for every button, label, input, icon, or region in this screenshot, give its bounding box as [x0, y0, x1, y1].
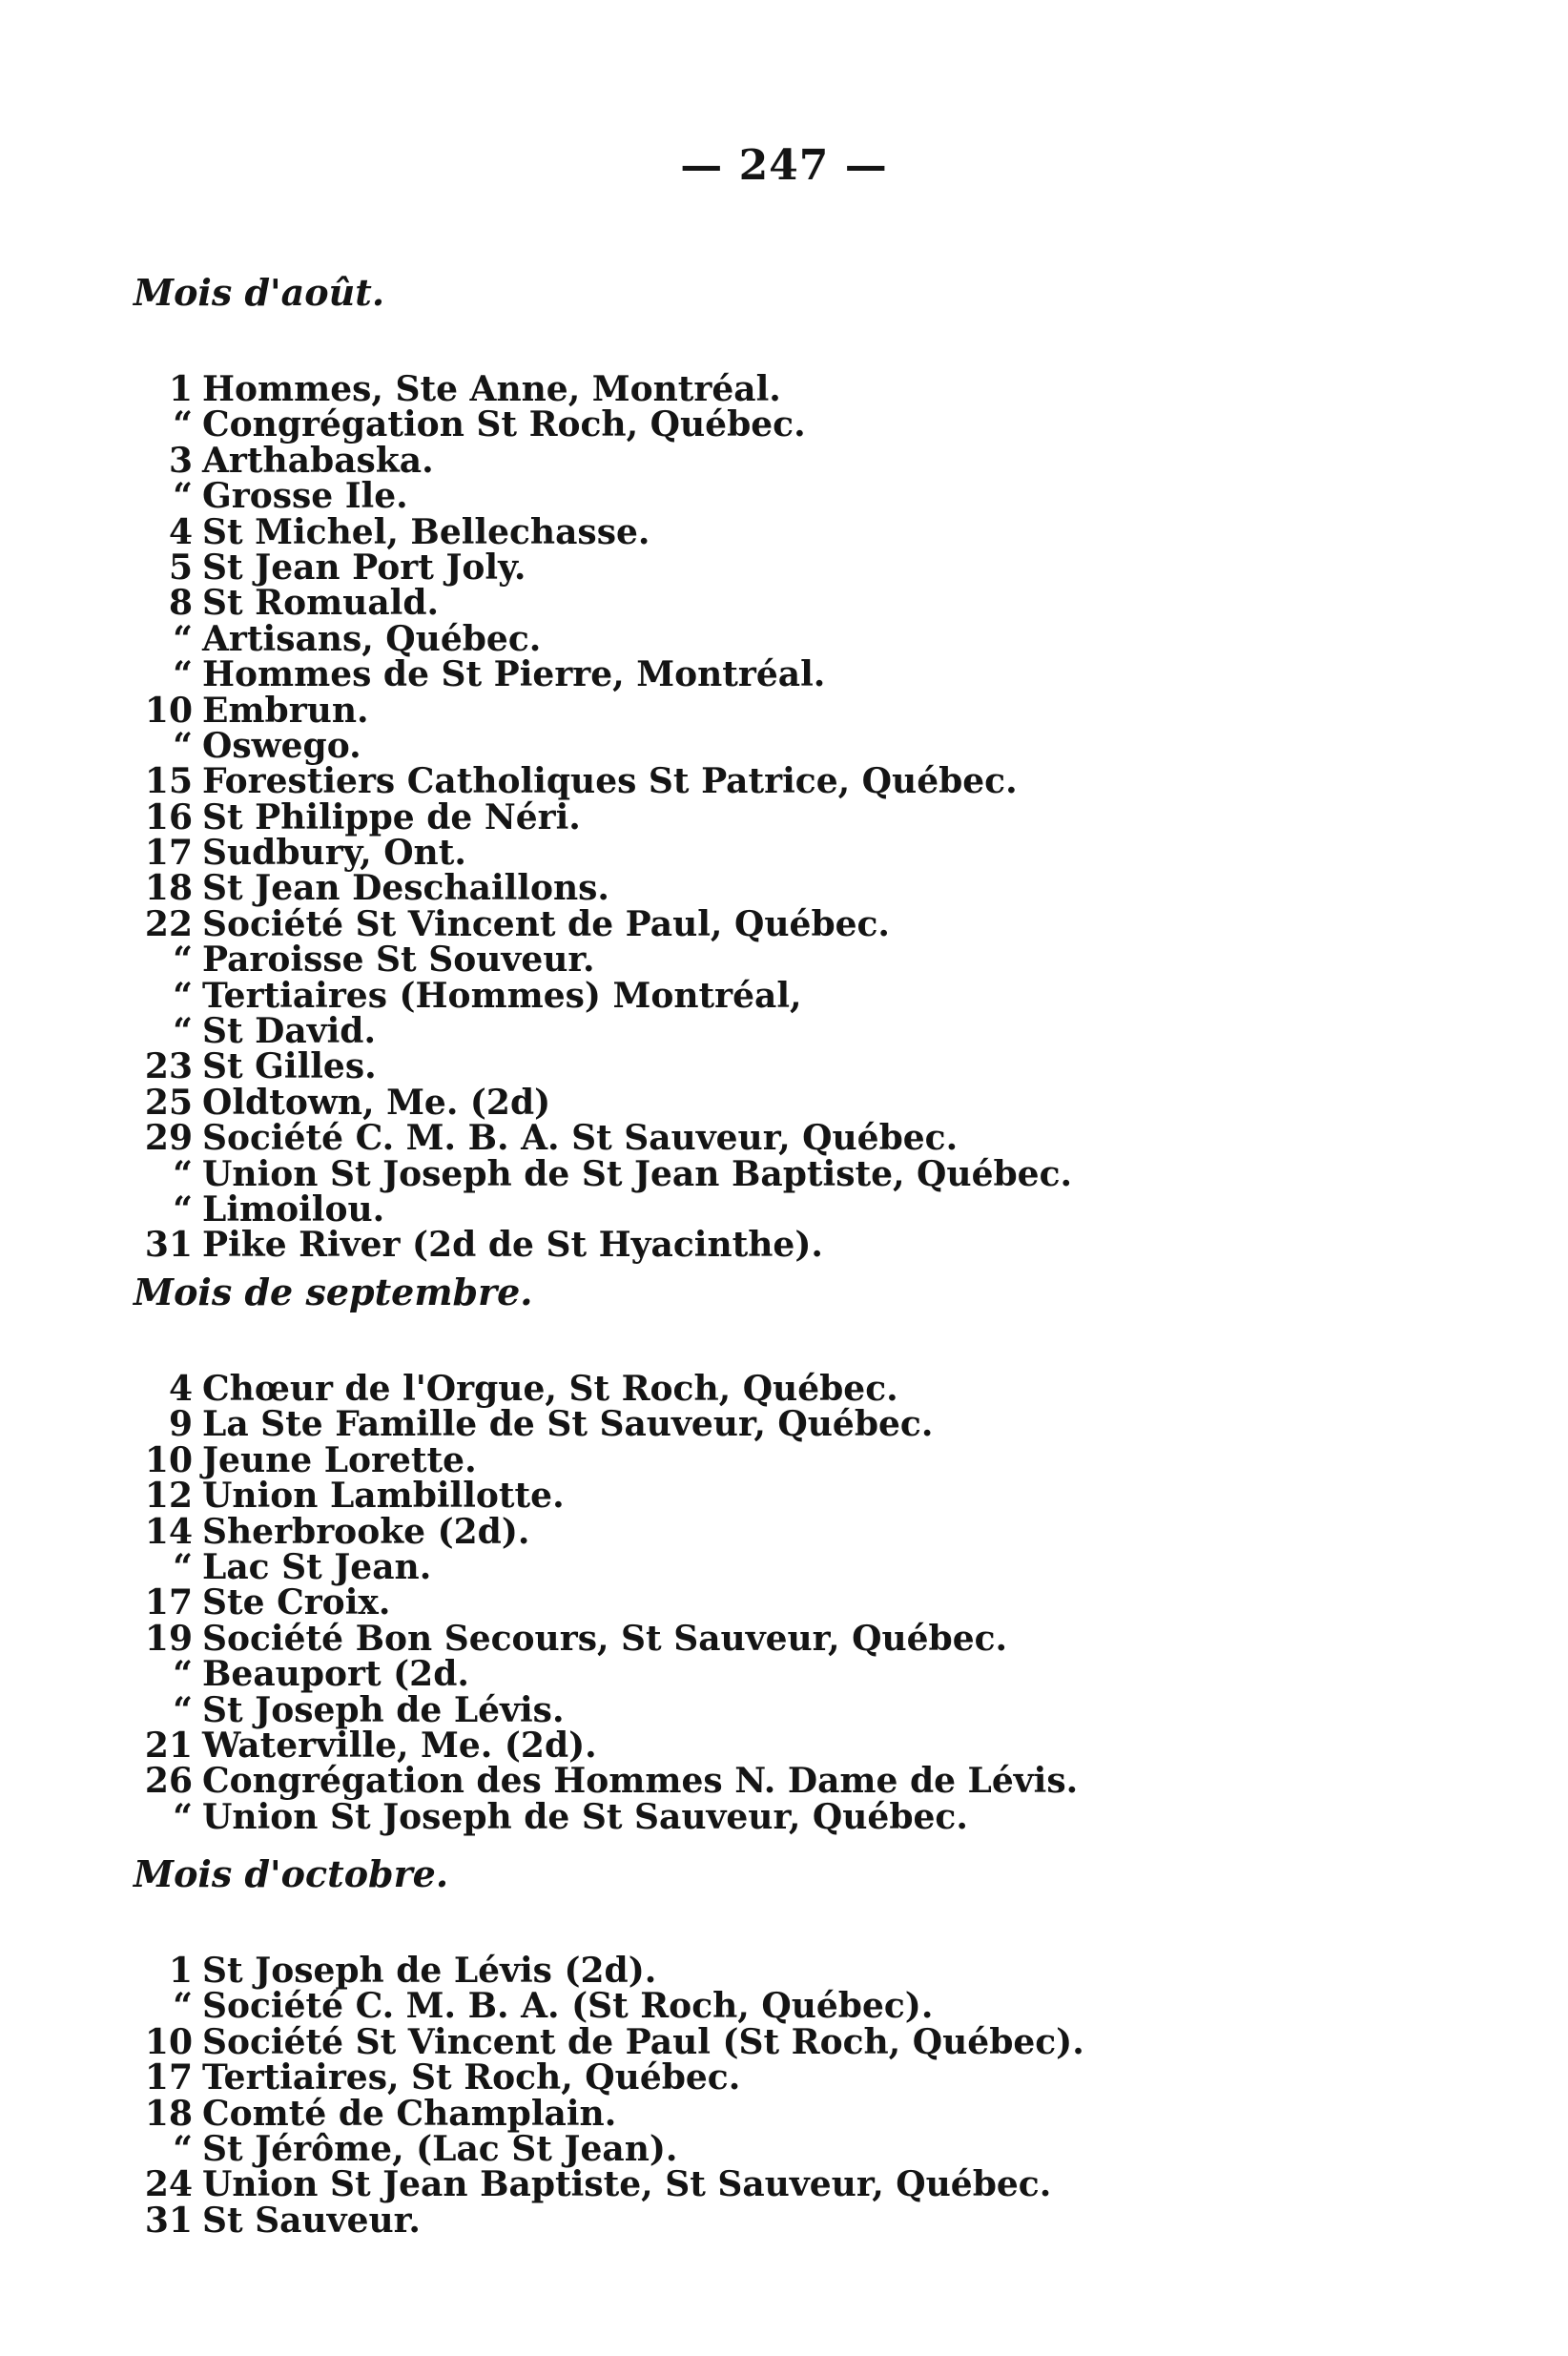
- entry-day: 22: [144, 903, 193, 944]
- list-item: [134, 1476, 1488, 1517]
- entry-text: St Gilles.: [202, 1046, 377, 1087]
- list-item: [134, 440, 1488, 481]
- list-item: [134, 1725, 1488, 1766]
- entry-day: 29: [144, 1118, 193, 1159]
- list-item: [134, 2200, 1488, 2241]
- entry-day: “: [173, 940, 193, 981]
- list-item: [134, 1654, 1488, 1695]
- list-item: [134, 2164, 1488, 2205]
- entry-day: 17: [144, 2057, 193, 2098]
- entry-text: Société C. M. B. A. (St Roch, Québec).: [202, 1986, 934, 2027]
- entry-text: Société C. M. B. A. St Sauveur, Québec.: [202, 1118, 959, 1159]
- entry-list: [134, 369, 1488, 1266]
- list-item: [134, 654, 1488, 695]
- entry-day: 15: [144, 761, 193, 802]
- entry-text: St Philippe de Néri.: [202, 796, 581, 837]
- list-item: [134, 796, 1488, 837]
- section-mois-septembre: [134, 1269, 1488, 1835]
- entry-day: 31: [144, 2200, 193, 2241]
- entry-text: Comté de Champlain.: [202, 2093, 617, 2134]
- entry-day: 12: [144, 1476, 193, 1517]
- entry-text: Jeune Lorette.: [202, 1439, 477, 1480]
- entry-day: 21: [144, 1725, 193, 1766]
- entry-day: “: [173, 725, 193, 766]
- entry-day: 1: [168, 369, 193, 409]
- entry-day: “: [173, 1654, 193, 1695]
- entry-day: “: [173, 1188, 193, 1230]
- entry-text: Pike River (2d de St Hyacinthe).: [202, 1225, 823, 1266]
- entry-day: “: [173, 404, 193, 445]
- entry-day: “: [173, 1796, 193, 1837]
- list-item: [134, 583, 1488, 624]
- entry-text: St Romuald.: [202, 583, 440, 624]
- entry-list: [134, 1953, 1488, 2239]
- list-item: [134, 1369, 1488, 1409]
- list-item: [134, 618, 1488, 659]
- list-item: [134, 1582, 1488, 1623]
- entry-day: 19: [144, 1618, 193, 1659]
- entry-day: 17: [144, 833, 193, 874]
- entry-text: Union St Jean Baptiste, St Sauveur, Québec.: [202, 2164, 1052, 2205]
- entry-text: Ste Croix.: [202, 1582, 391, 1623]
- entry-day: “: [173, 1011, 193, 1052]
- entry-text: Congrégation St Roch, Québec.: [202, 404, 806, 445]
- list-item: [134, 975, 1488, 1016]
- list-item: [134, 1618, 1488, 1659]
- entry-text: Union St Joseph de St Sauveur, Québec.: [202, 1796, 968, 1837]
- entry-day: “: [173, 476, 193, 517]
- list-item: [134, 1046, 1488, 1087]
- list-item: [134, 833, 1488, 874]
- entry-day: “: [173, 1689, 193, 1730]
- entry-text: St Joseph de Lévis.: [202, 1689, 565, 1730]
- entry-day: 18: [144, 868, 193, 909]
- list-item: [134, 476, 1488, 517]
- list-item: [134, 1796, 1488, 1837]
- section-heading: Mois d'août.: [134, 271, 385, 314]
- entry-day: 9: [168, 1404, 193, 1445]
- list-item: [134, 404, 1488, 445]
- entry-text: Oldtown, Me. (2d): [202, 1082, 551, 1123]
- list-item: [134, 1689, 1488, 1730]
- entry-text: Société St Vincent de Paul, Québec.: [202, 903, 890, 944]
- list-item: [134, 761, 1488, 802]
- entry-day: 23: [144, 1046, 193, 1087]
- entry-day: 14: [144, 1511, 193, 1552]
- entry-day: “: [173, 975, 193, 1016]
- list-item: [134, 547, 1488, 588]
- entry-text: Union Lambillotte.: [202, 1476, 565, 1517]
- entry-text: St David.: [202, 1011, 377, 1052]
- entry-day: “: [173, 1153, 193, 1194]
- entry-text: St Michel, Bellechasse.: [202, 511, 650, 552]
- entry-text: Limoilou.: [202, 1188, 385, 1230]
- entry-day: 4: [168, 1369, 193, 1409]
- list-item: [134, 690, 1488, 731]
- page-number: — 247 —: [680, 141, 888, 190]
- entry-day: 31: [144, 1225, 193, 1266]
- list-item: [134, 1188, 1488, 1230]
- list-item: [134, 868, 1488, 909]
- entry-day: “: [173, 1546, 193, 1587]
- entry-day: 1: [168, 1951, 193, 1991]
- list-item: [134, 511, 1488, 552]
- list-item: [134, 1953, 1488, 1989]
- entry-day: 3: [168, 440, 193, 481]
- list-item: [134, 1404, 1488, 1445]
- list-item: [134, 1153, 1488, 1194]
- entry-day: 10: [144, 2021, 193, 2062]
- entry-day: 8: [168, 583, 193, 624]
- list-item: [134, 725, 1488, 766]
- entry-text: Waterville, Me. (2d).: [202, 1725, 597, 1766]
- entry-text: Tertiaires (Hommes) Montréal,: [202, 975, 802, 1016]
- list-item: [134, 1118, 1488, 1159]
- entry-day: 10: [144, 690, 193, 731]
- entry-text: St Jérôme, (Lac St Jean).: [202, 2128, 678, 2169]
- entry-day: 18: [144, 2093, 193, 2134]
- section-heading: Mois de septembre.: [134, 1271, 533, 1313]
- list-item: [134, 903, 1488, 944]
- entry-text: Hommes, Ste Anne, Montréal.: [202, 369, 781, 409]
- entry-text: Forestiers Catholiques St Patrice, Québec.: [202, 761, 1018, 802]
- entry-text: Embrun.: [202, 690, 369, 731]
- list-item: [134, 940, 1488, 981]
- list-item: [134, 2057, 1488, 2098]
- entry-day: 24: [144, 2164, 193, 2205]
- list-item: [134, 2093, 1488, 2134]
- entry-day: “: [173, 618, 193, 659]
- entry-day: 4: [168, 511, 193, 552]
- list-item: [134, 1511, 1488, 1552]
- list-item: [134, 1225, 1488, 1266]
- entry-day: 5: [168, 547, 193, 588]
- list-item: [134, 1546, 1488, 1587]
- entry-text: Beauport (2d.: [202, 1654, 469, 1695]
- entry-text: Lac St Jean.: [202, 1546, 432, 1587]
- entry-list: [134, 1369, 1488, 1837]
- entry-text: St Joseph de Lévis (2d).: [202, 1951, 657, 1991]
- list-item: [134, 2128, 1488, 2169]
- entry-text: Artisans, Québec.: [202, 618, 542, 659]
- entry-text: Société Bon Secours, St Sauveur, Québec.: [202, 1618, 1008, 1659]
- entry-text: St Sauveur.: [202, 2200, 421, 2241]
- entry-day: 10: [144, 1439, 193, 1480]
- entry-day: 25: [144, 1082, 193, 1123]
- entry-day: “: [173, 654, 193, 695]
- entry-text: Chœur de l'Orgue, St Roch, Québec.: [202, 1369, 898, 1409]
- section-mois-aout: [134, 269, 1488, 1264]
- entry-text: La Ste Famille de St Sauveur, Québec.: [202, 1404, 934, 1445]
- entry-text: Oswego.: [202, 725, 361, 766]
- entry-text: St Jean Deschaillons.: [202, 868, 609, 909]
- entry-day: “: [173, 2128, 193, 2169]
- section-heading: Mois d'octobre.: [134, 1852, 449, 1895]
- entry-text: Société St Vincent de Paul (St Roch, Québec).: [202, 2021, 1084, 2062]
- entry-text: Congrégation des Hommes N. Dame de Lévis.: [202, 1761, 1079, 1802]
- entry-text: Hommes de St Pierre, Montréal.: [202, 654, 826, 695]
- entry-text: Grosse Ile.: [202, 476, 408, 517]
- entry-day: 16: [144, 796, 193, 837]
- list-item: [134, 1011, 1488, 1052]
- list-item: [134, 2021, 1488, 2062]
- entry-text: Sudbury, Ont.: [202, 833, 466, 874]
- entry-text: Arthabaska.: [202, 440, 434, 481]
- entry-text: Sherbrooke (2d).: [202, 1511, 530, 1552]
- entry-day: 26: [144, 1761, 193, 1802]
- list-item: [134, 1986, 1488, 2027]
- entry-text: Paroisse St Souveur.: [202, 940, 595, 981]
- entry-text: St Jean Port Joly.: [202, 547, 526, 588]
- entry-text: Tertiaires, St Roch, Québec.: [202, 2057, 741, 2098]
- entry-day: 17: [144, 1582, 193, 1623]
- entry-day: “: [173, 1986, 193, 2027]
- list-item: [134, 369, 1488, 409]
- entry-text: Union St Joseph de St Jean Baptiste, Québec.: [202, 1153, 1073, 1194]
- list-item: [134, 1761, 1488, 1802]
- list-item: [134, 1439, 1488, 1480]
- list-item: [134, 1082, 1488, 1123]
- section-mois-octobre: [134, 1850, 1488, 2239]
